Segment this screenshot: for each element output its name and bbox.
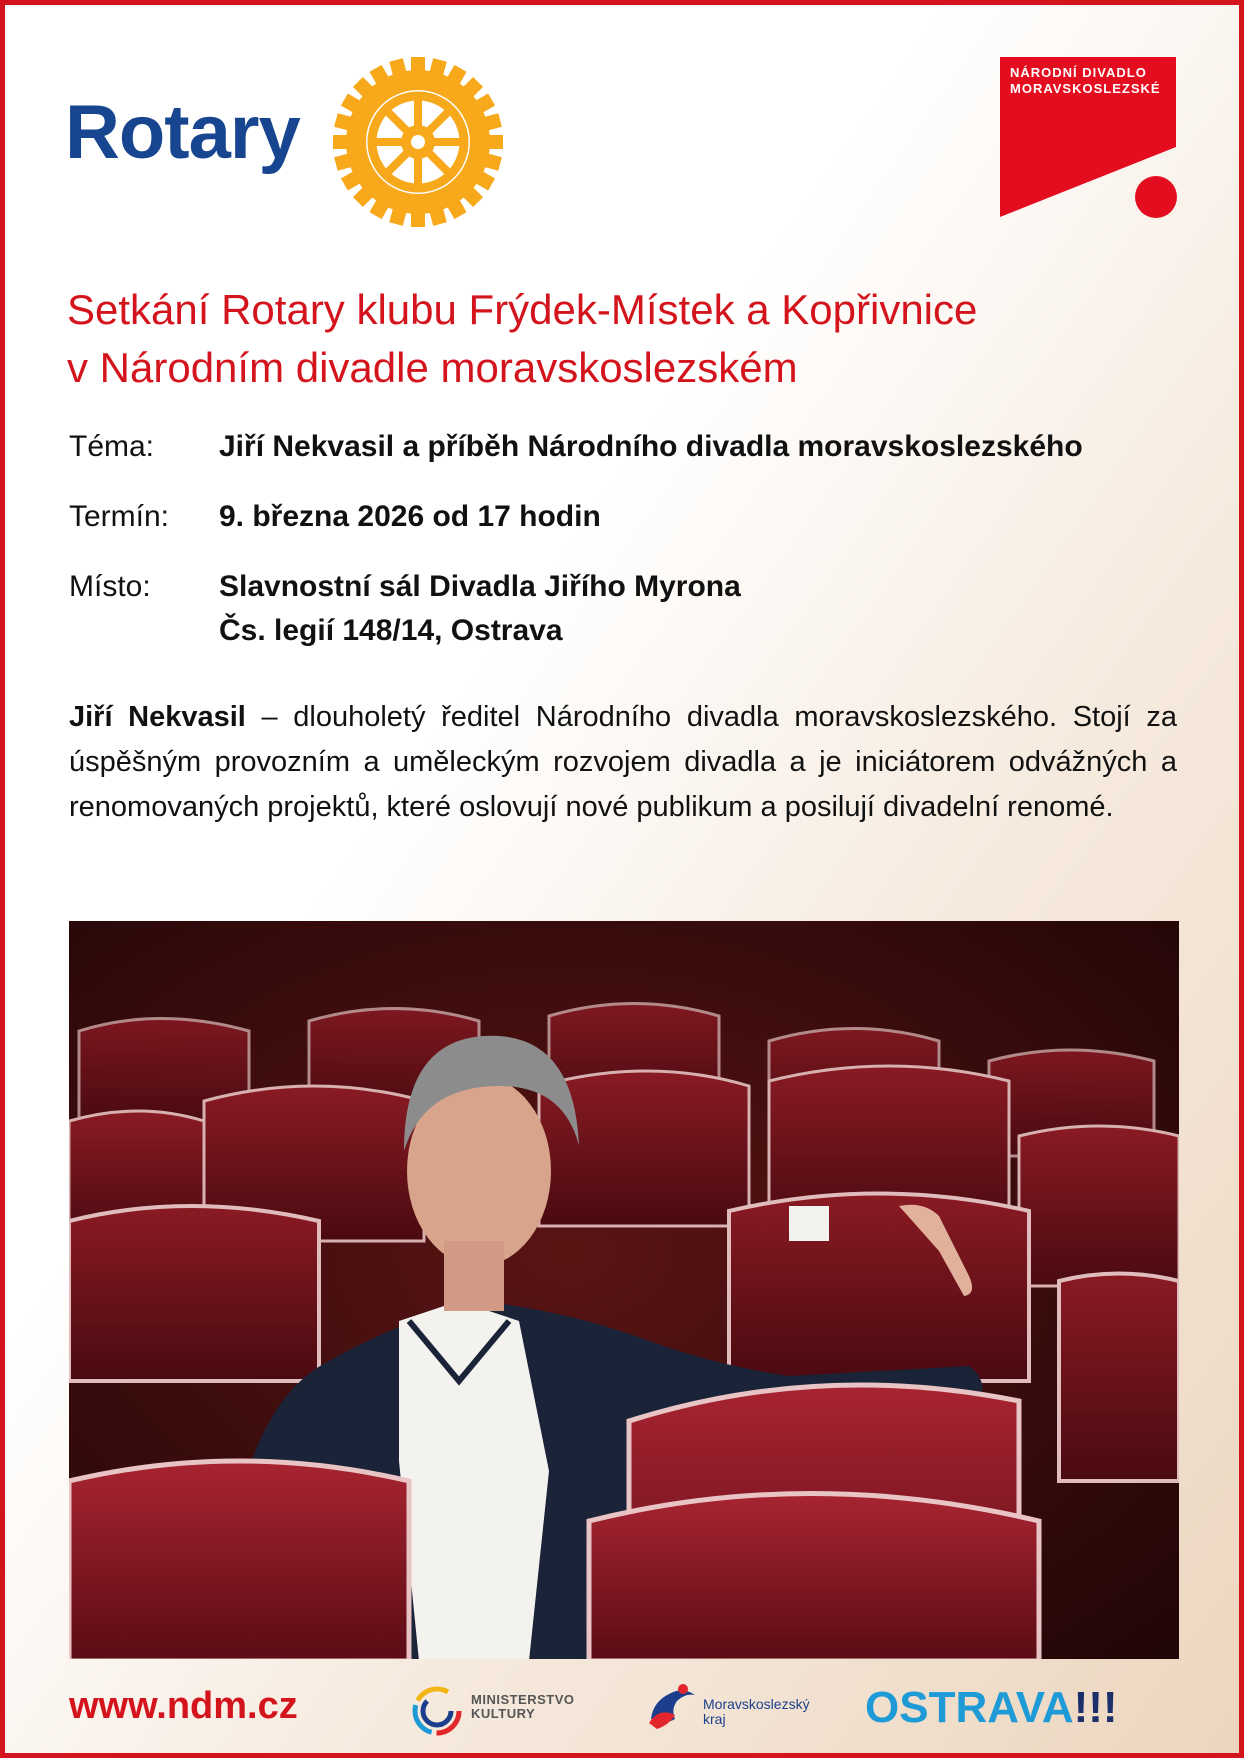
- topic-value: Jiří Nekvasil a příběh Národního divadla moravskoslezského: [219, 430, 1083, 463]
- place-label: Místo:: [69, 570, 151, 603]
- footer: [69, 1677, 1179, 1747]
- ostrava-word: OSTRAVA: [865, 1683, 1074, 1732]
- ministry-culture-icon: [411, 1685, 463, 1737]
- ministry-culture-logo: [411, 1685, 581, 1737]
- region-icon: [645, 1679, 701, 1735]
- ministry-line-2: KULTURY: [471, 1706, 536, 1721]
- ostrava-logo: [865, 1683, 1118, 1733]
- bio-text: – dlouholetý ředitel Národního divadla moravskoslezského. Stojí za úspěšným provozním a uměleckým rozvojem divadla a je iniciátorem odvážných a renomovaných projektů, které oslovují nové publikum a posilují divadelní renomé.: [69, 701, 1177, 823]
- place-row: [69, 565, 1189, 653]
- rotary-wheel-icon: [333, 57, 503, 227]
- title-line-1: Setkání Rotary klubu Frýdek-Místek a Kopřivnice: [67, 286, 978, 333]
- ministry-line-1: MINISTERSTVO: [471, 1692, 575, 1707]
- website-link[interactable]: www.ndm.cz: [69, 1685, 298, 1727]
- region-text: [703, 1697, 810, 1727]
- topic-label: Téma:: [69, 430, 155, 463]
- ndm-logo: [1000, 57, 1180, 222]
- rotary-wordmark: Rotary: [65, 90, 300, 175]
- ministry-text: [471, 1693, 575, 1721]
- ndm-line-1: NÁRODNÍ DIVADLO: [1010, 65, 1147, 80]
- event-title: [67, 281, 1197, 397]
- portrait-photo: [69, 921, 1179, 1659]
- ndm-logo-text: [1010, 65, 1161, 97]
- place-value: [219, 565, 741, 653]
- region-line-2: kraj: [703, 1711, 726, 1727]
- bio-name: Jiří Nekvasil: [69, 701, 246, 733]
- ndm-line-2: MORAVSKOSLEZSKÉ: [1010, 81, 1161, 96]
- place-line-1: Slavnostní sál Divadla Jiřího Myrona: [219, 570, 741, 603]
- region-logo: [645, 1679, 820, 1739]
- topic-row: [69, 425, 1189, 469]
- place-line-2: Čs. legií 148/14, Ostrava: [219, 614, 563, 647]
- bio-paragraph: [69, 695, 1177, 830]
- date-value: 9. března 2026 od 17 hodin: [219, 500, 601, 533]
- event-info: [69, 425, 1189, 679]
- region-line-1: Moravskoslezský: [703, 1696, 810, 1712]
- date-label: Termín:: [69, 500, 170, 533]
- portrait-illustration: [69, 921, 1179, 1659]
- ostrava-exclaim: !!!: [1073, 1683, 1118, 1732]
- rotary-logo: [65, 57, 515, 227]
- title-line-2: v Národním divadle moravskoslezském: [67, 344, 798, 391]
- date-row: [69, 495, 1189, 539]
